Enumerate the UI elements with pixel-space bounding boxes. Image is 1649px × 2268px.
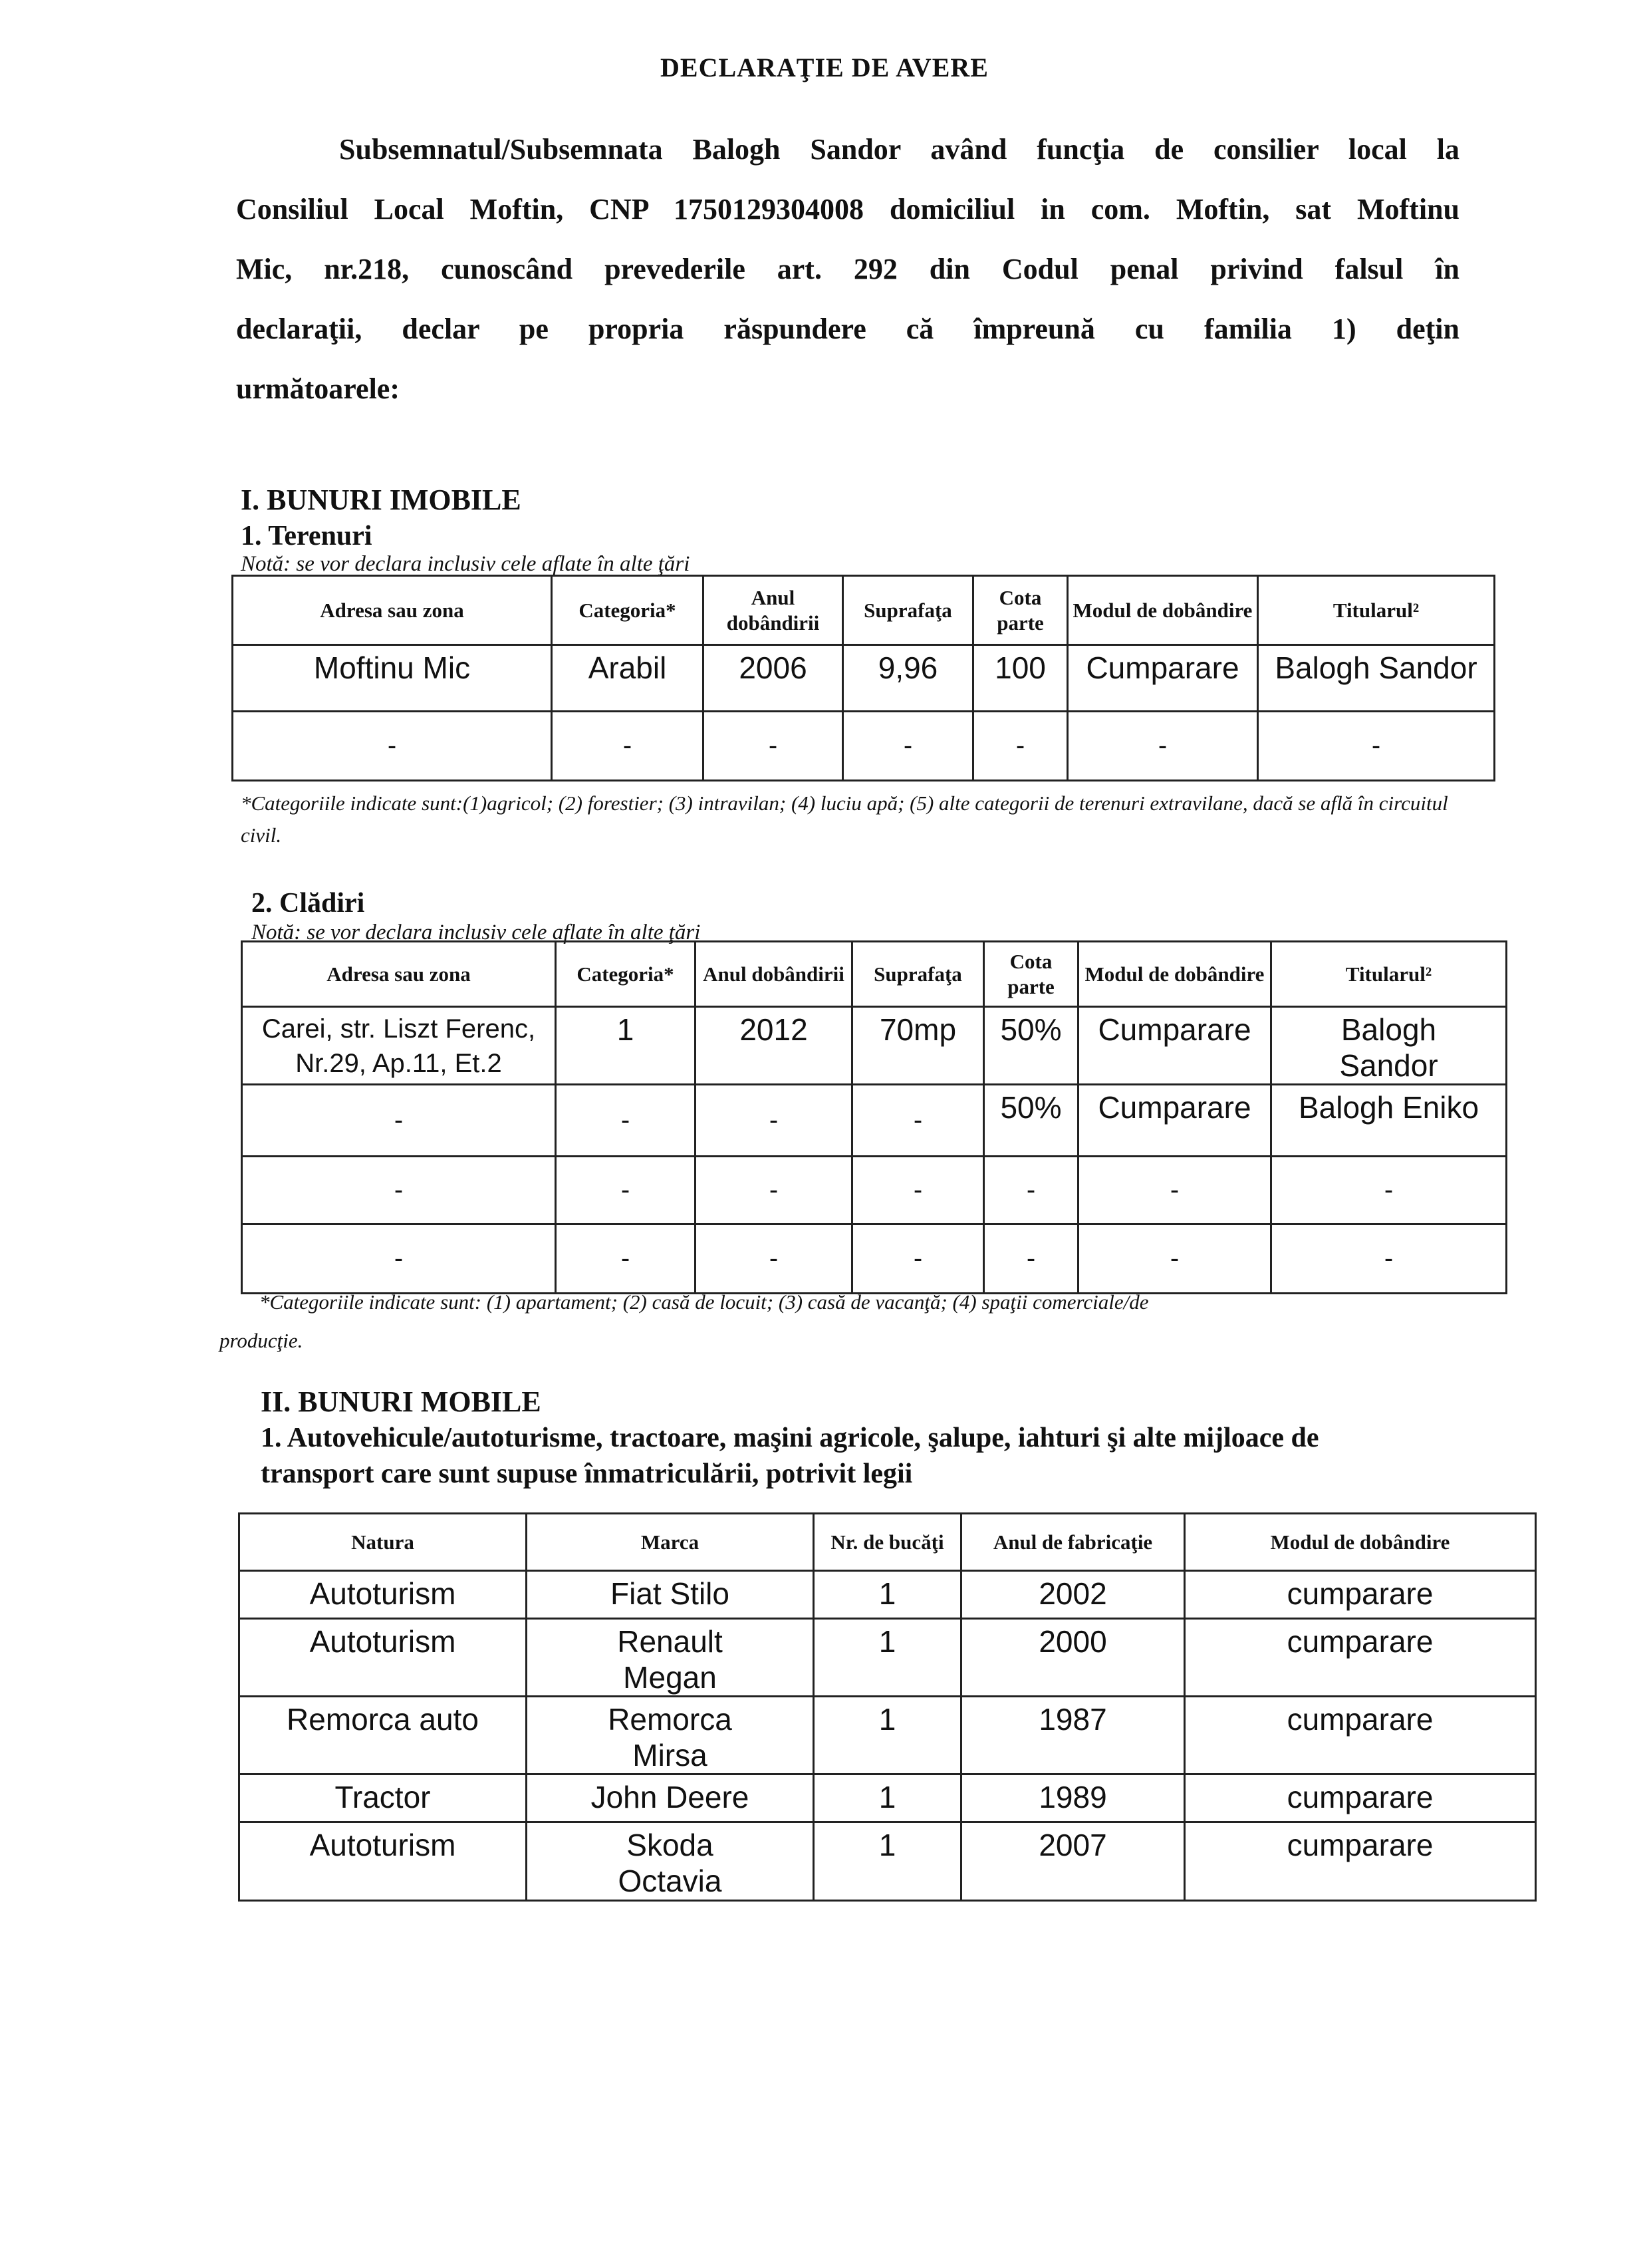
table-cell: Arabil xyxy=(552,645,703,712)
section-immobile-heading: I. BUNURI IMOBILE xyxy=(241,484,521,516)
table-cell: cumparare xyxy=(1185,1822,1536,1901)
header-cell: Adresa sau zona xyxy=(233,576,552,645)
table-cell: cumparare xyxy=(1185,1571,1536,1619)
header-cell: Cota parte xyxy=(973,576,1068,645)
table-cell: 50% xyxy=(984,1007,1078,1085)
table-cell: Cumparare xyxy=(1068,645,1258,712)
table-cell: 2012 xyxy=(696,1007,852,1085)
table-cell: 1 xyxy=(814,1822,961,1901)
table-cell: John Deere xyxy=(527,1774,814,1822)
header-cell: Anul dobândirii xyxy=(696,942,852,1007)
header-cell: Anul dobândirii xyxy=(703,576,843,645)
vehicles-header-row xyxy=(239,1514,1536,1571)
terenuri-heading: 1. Terenuri xyxy=(241,521,372,551)
table-cell: - xyxy=(852,1224,984,1294)
table-cell: Balogh Sandor xyxy=(1258,645,1495,712)
table-cell: - xyxy=(552,712,703,781)
intro-line-5: următoarele: xyxy=(236,372,400,405)
table-cell: - xyxy=(242,1085,556,1157)
table-cell: - xyxy=(1258,712,1495,781)
table-cell: - xyxy=(852,1085,984,1157)
intro-line-3: Mic, nr.218, cunoscând prevederile art. 292 din Codul penal privind falsul în xyxy=(236,253,1459,285)
table-cell: - xyxy=(1271,1224,1507,1294)
header-cell: Cota parte xyxy=(984,942,1078,1007)
table-cell: - xyxy=(242,1224,556,1294)
vehicles-heading-line-2: transport care sunt supuse înmatriculării, potrivit legii xyxy=(261,1459,913,1489)
cladiri-table xyxy=(241,940,1507,1294)
table-cell: 2007 xyxy=(961,1822,1185,1901)
header-cell: Modul de dobândire xyxy=(1078,942,1271,1007)
header-cell: Natura xyxy=(239,1514,527,1571)
header-cell: Categoria* xyxy=(552,576,703,645)
header-cell: Nr. de bucăţi xyxy=(814,1514,961,1571)
table-cell: - xyxy=(1271,1157,1507,1224)
table-cell: 1987 xyxy=(961,1697,1185,1774)
table-cell: Tractor xyxy=(239,1774,527,1822)
table-cell: 1 xyxy=(814,1619,961,1697)
vehicles-heading-line-1: 1. Autovehicule/autoturisme, tractoare, maşini agricole, şalupe, iahturi şi alte mijloace de xyxy=(261,1423,1319,1453)
cladiri-footnote-line-2: producţie. xyxy=(219,1329,303,1352)
table-cell: Remorca auto xyxy=(239,1697,527,1774)
table-cell: Balogh Eniko xyxy=(1271,1085,1507,1157)
table-cell: cumparare xyxy=(1185,1619,1536,1697)
header-cell: Modul de dobândire xyxy=(1068,576,1258,645)
table-cell: - xyxy=(984,1224,1078,1294)
terenuri-header-row xyxy=(233,576,1495,645)
table-cell: 50% xyxy=(984,1085,1078,1157)
terenuri-table xyxy=(231,575,1495,781)
table-cell: - xyxy=(556,1224,696,1294)
cladiri-header-row xyxy=(242,942,1507,1007)
table-cell: 9,96 xyxy=(843,645,973,712)
table-cell: 2002 xyxy=(961,1571,1185,1619)
table-cell: Autoturism xyxy=(239,1571,527,1619)
section-mobile-heading: II. BUNURI MOBILE xyxy=(261,1385,541,1418)
page-title: DECLARAŢIE DE AVERE xyxy=(660,53,989,82)
table-cell: - xyxy=(703,712,843,781)
table-row xyxy=(242,1085,1507,1157)
table-cell: Moftinu Mic xyxy=(233,645,552,712)
table-row xyxy=(242,1157,1507,1224)
table-cell: cumparare xyxy=(1185,1697,1536,1774)
table-cell: 1 xyxy=(556,1007,696,1085)
table-row xyxy=(233,645,1495,712)
table-cell: - xyxy=(242,1157,556,1224)
table-cell: 1 xyxy=(814,1697,961,1774)
table-row xyxy=(239,1822,1536,1901)
table-cell: - xyxy=(852,1157,984,1224)
table-cell: - xyxy=(984,1157,1078,1224)
table-cell: Skoda Octavia xyxy=(527,1822,814,1901)
table-cell: Balogh Sandor xyxy=(1271,1007,1507,1085)
table-cell: Fiat Stilo xyxy=(527,1571,814,1619)
table-cell: Remorca Mirsa xyxy=(527,1697,814,1774)
intro-paragraph xyxy=(236,120,1459,419)
table-row xyxy=(233,712,1495,781)
table-row xyxy=(239,1571,1536,1619)
header-cell: Suprafaţa xyxy=(852,942,984,1007)
cladiri-footnote-line-1: *Categoriile indicate sunt: (1) apartament; (2) casă de locuit; (3) casă de vacanţă; (4) spaţii comerciale/de xyxy=(259,1290,1149,1314)
table-cell: Cumparare xyxy=(1078,1007,1271,1085)
table-cell: 1 xyxy=(814,1774,961,1822)
table-cell: Autoturism xyxy=(239,1822,527,1901)
table-cell: Carei, str. Liszt Ferenc, Nr.29, Ap.11, Et.2 xyxy=(242,1007,556,1085)
table-cell: - xyxy=(973,712,1068,781)
terenuri-footnote: *Categoriile indicate sunt:(1)agricol; (2) forestier; (3) intravilan; (4) luciu apă; (5) alte categorii de terenuri extravilane, dacă se află în circuitul civil. xyxy=(241,791,1448,847)
header-cell: Anul de fabricaţie xyxy=(961,1514,1185,1571)
table-cell: 70mp xyxy=(852,1007,984,1085)
table-cell: 1989 xyxy=(961,1774,1185,1822)
table-cell: Autoturism xyxy=(239,1619,527,1697)
table-cell: - xyxy=(1078,1224,1271,1294)
table-row xyxy=(242,1224,1507,1294)
header-cell: Titularul² xyxy=(1258,576,1495,645)
table-cell: 1 xyxy=(814,1571,961,1619)
table-row xyxy=(239,1774,1536,1822)
intro-line-4: declaraţii, declar pe propria răspundere că împreună cu familia 1) deţin xyxy=(236,313,1459,345)
header-cell: Categoria* xyxy=(556,942,696,1007)
table-cell: - xyxy=(556,1157,696,1224)
header-cell: Modul de dobândire xyxy=(1185,1514,1536,1571)
table-cell: 2000 xyxy=(961,1619,1185,1697)
header-cell: Marca xyxy=(527,1514,814,1571)
cladiri-heading: 2. Clădiri xyxy=(251,888,365,919)
table-cell: - xyxy=(1068,712,1258,781)
table-row xyxy=(242,1007,1507,1085)
table-cell: 100 xyxy=(973,645,1068,712)
table-cell: - xyxy=(233,712,552,781)
cladiri-note: Notă: se vor declara inclusiv cele aflate în alte ţări xyxy=(251,921,701,944)
table-cell: - xyxy=(696,1085,852,1157)
table-row xyxy=(239,1619,1536,1697)
terenuri-note: Notă: se vor declara inclusiv cele aflate în alte ţări xyxy=(241,552,690,576)
table-cell: Cumparare xyxy=(1078,1085,1271,1157)
table-cell: - xyxy=(843,712,973,781)
intro-line-1: Subsemnatul/Subsemnata Balogh Sandor având funcţia de consilier local la xyxy=(339,133,1459,166)
table-cell: Renault Megan xyxy=(527,1619,814,1697)
header-cell: Adresa sau zona xyxy=(242,942,556,1007)
header-cell: Suprafaţa xyxy=(843,576,973,645)
table-cell: - xyxy=(696,1224,852,1294)
intro-line-2: Consiliul Local Moftin, CNP 1750129304008 domiciliul in com. Moftin, sat Moftinu xyxy=(236,193,1459,225)
table-cell: 2006 xyxy=(703,645,843,712)
vehicles-table xyxy=(238,1512,1537,1902)
table-cell: - xyxy=(1078,1157,1271,1224)
table-cell: - xyxy=(696,1157,852,1224)
table-cell: cumparare xyxy=(1185,1774,1536,1822)
table-row xyxy=(239,1697,1536,1774)
header-cell: Titularul² xyxy=(1271,942,1507,1007)
table-cell: - xyxy=(556,1085,696,1157)
